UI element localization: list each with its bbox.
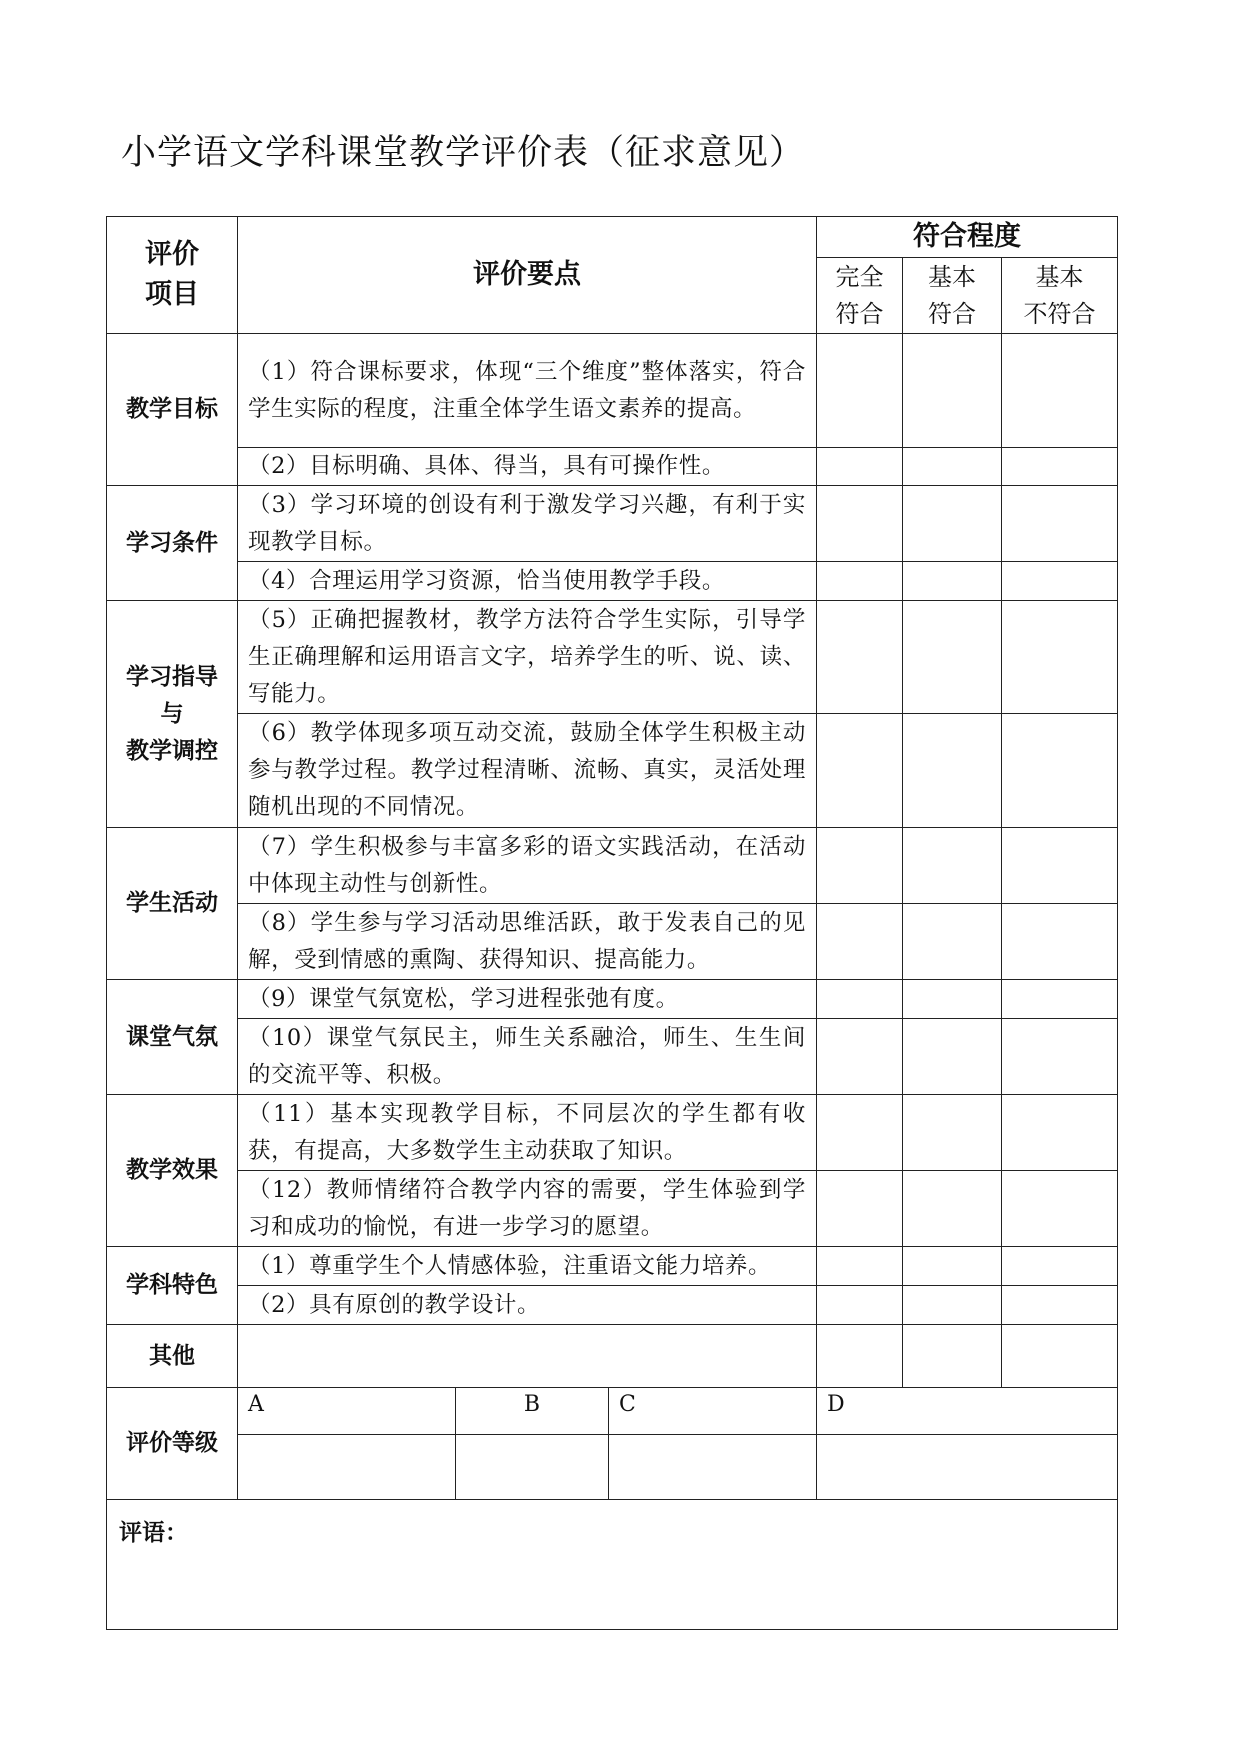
header-full-match-line1: 完全	[835, 262, 884, 291]
check-basic-4[interactable]	[903, 562, 1002, 601]
header-points: 评价要点	[238, 217, 817, 334]
check-full-15[interactable]	[817, 1325, 903, 1388]
category-other: 其他	[107, 1325, 238, 1388]
check-full-9[interactable]	[817, 980, 903, 1019]
point-7: （7）学生积极参与丰富多彩的语文实践活动，在活动中体现主动性与创新性。	[238, 828, 817, 904]
check-none-4[interactable]	[1002, 562, 1118, 601]
comment-area[interactable]	[107, 1500, 1118, 1630]
check-basic-13[interactable]	[903, 1247, 1002, 1286]
check-basic-6[interactable]	[903, 714, 1002, 828]
header-basic-match-line2: 符合	[928, 299, 977, 328]
check-basic-2[interactable]	[903, 448, 1002, 486]
grade-b-label: B	[456, 1388, 609, 1435]
header-item-line2: 项目	[145, 279, 199, 310]
header-item-cell	[107, 217, 238, 334]
check-none-10[interactable]	[1002, 1019, 1118, 1095]
header-basic-nonmatch-line1: 基本	[1035, 262, 1084, 291]
check-full-13[interactable]	[817, 1247, 903, 1286]
check-none-12[interactable]	[1002, 1171, 1118, 1247]
check-full-10[interactable]	[817, 1019, 903, 1095]
check-basic-8[interactable]	[903, 904, 1002, 980]
point-3: （3）学习环境的创设有利于激发学习兴趣，有利于实现教学目标。	[238, 486, 817, 562]
category-activity: 学生活动	[107, 828, 238, 980]
grade-d-input[interactable]	[817, 1435, 1118, 1500]
header-item-line1: 评价	[145, 239, 199, 270]
point-8: （8）学生参与学习活动思维活跃，敢于发表自己的见解，受到情感的熏陶、获得知识、提高能力。	[238, 904, 817, 980]
category-guidance	[107, 601, 238, 828]
comment-label: 评语：	[119, 1520, 188, 1546]
point-9: （9）课堂气氛宽松，学习进程张弛有度。	[238, 980, 817, 1019]
check-none-5[interactable]	[1002, 601, 1118, 714]
page-title: 小学语文学科课堂教学评价表（征求意见）	[121, 133, 806, 173]
category-guidance-line3: 教学调控	[126, 737, 218, 764]
header-basic-nonmatch-line2: 不符合	[1023, 299, 1096, 328]
check-none-14[interactable]	[1002, 1286, 1118, 1325]
check-full-6[interactable]	[817, 714, 903, 828]
category-effect: 教学效果	[107, 1095, 238, 1247]
check-full-1[interactable]	[817, 334, 903, 448]
check-basic-15[interactable]	[903, 1325, 1002, 1388]
category-condition: 学习条件	[107, 486, 238, 601]
check-basic-1[interactable]	[903, 334, 1002, 448]
check-full-14[interactable]	[817, 1286, 903, 1325]
check-full-12[interactable]	[817, 1171, 903, 1247]
check-basic-3[interactable]	[903, 486, 1002, 562]
feature-point-2: （2）具有原创的教学设计。	[238, 1286, 817, 1325]
check-basic-12[interactable]	[903, 1171, 1002, 1247]
check-full-8[interactable]	[817, 904, 903, 980]
header-full-match	[817, 258, 903, 334]
check-full-3[interactable]	[817, 486, 903, 562]
check-basic-7[interactable]	[903, 828, 1002, 904]
point-12: （12）教师情绪符合教学内容的需要，学生体验到学习和成功的愉悦，有进一步学习的愿望。	[238, 1171, 817, 1247]
point-6: （6）教学体现多项互动交流，鼓励全体学生积极主动参与教学过程。教学过程清晰、流畅、真实，灵活处理随机出现的不同情况。	[238, 714, 817, 828]
check-none-9[interactable]	[1002, 980, 1118, 1019]
header-basic-match-line1: 基本	[928, 262, 977, 291]
check-basic-9[interactable]	[903, 980, 1002, 1019]
category-grade: 评价等级	[107, 1388, 238, 1500]
check-full-11[interactable]	[817, 1095, 903, 1171]
other-content[interactable]	[238, 1325, 817, 1388]
check-full-2[interactable]	[817, 448, 903, 486]
evaluation-table	[106, 216, 1118, 1630]
check-none-15[interactable]	[1002, 1325, 1118, 1388]
header-basic-match	[903, 258, 1002, 334]
grade-c-input[interactable]	[609, 1435, 817, 1500]
grade-d-label: D	[817, 1388, 1118, 1435]
feature-point-1: （1）尊重学生个人情感体验，注重语文能力培养。	[238, 1247, 817, 1286]
check-basic-10[interactable]	[903, 1019, 1002, 1095]
point-1: （1）符合课标要求，体现“三个维度”整体落实，符合学生实际的程度，注重全体学生语文素养的提高。	[238, 334, 817, 448]
check-full-5[interactable]	[817, 601, 903, 714]
check-none-11[interactable]	[1002, 1095, 1118, 1171]
category-goal: 教学目标	[107, 334, 238, 486]
point-5: （5）正确把握教材，教学方法符合学生实际，引导学生正确理解和运用语言文字，培养学生的听、说、读、写能力。	[238, 601, 817, 714]
check-basic-5[interactable]	[903, 601, 1002, 714]
grade-a-input[interactable]	[238, 1435, 456, 1500]
check-basic-11[interactable]	[903, 1095, 1002, 1171]
category-feature: 学科特色	[107, 1247, 238, 1325]
check-none-1[interactable]	[1002, 334, 1118, 448]
check-full-7[interactable]	[817, 828, 903, 904]
grade-a-label: A	[238, 1388, 456, 1435]
grade-c-label: C	[609, 1388, 817, 1435]
header-basic-nonmatch	[1002, 258, 1118, 334]
header-degree: 符合程度	[817, 217, 1118, 258]
category-guidance-line2: 与	[160, 700, 184, 727]
check-none-13[interactable]	[1002, 1247, 1118, 1286]
grade-b-input[interactable]	[456, 1435, 609, 1500]
category-atmosphere: 课堂气氛	[107, 980, 238, 1095]
point-10: （10）课堂气氛民主，师生关系融洽，师生、生生间的交流平等、积极。	[238, 1019, 817, 1095]
check-none-2[interactable]	[1002, 448, 1118, 486]
point-2: （2）目标明确、具体、得当，具有可操作性。	[238, 448, 817, 486]
header-full-match-line2: 符合	[835, 299, 884, 328]
check-none-6[interactable]	[1002, 714, 1118, 828]
check-none-7[interactable]	[1002, 828, 1118, 904]
check-basic-14[interactable]	[903, 1286, 1002, 1325]
point-4: （4）合理运用学习资源，恰当使用教学手段。	[238, 562, 817, 601]
check-none-8[interactable]	[1002, 904, 1118, 980]
check-full-4[interactable]	[817, 562, 903, 601]
check-none-3[interactable]	[1002, 486, 1118, 562]
category-guidance-line1: 学习指导	[126, 663, 218, 690]
point-11: （11）基本实现教学目标，不同层次的学生都有收获，有提高，大多数学生主动获取了知识。	[238, 1095, 817, 1171]
